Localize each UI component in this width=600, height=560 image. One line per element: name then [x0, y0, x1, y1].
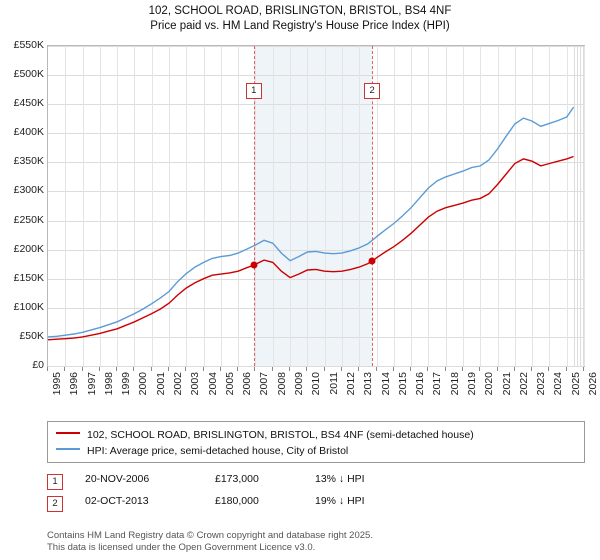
y-axis-tick-label: £50K — [19, 329, 44, 342]
legend-item-hpi — [56, 445, 348, 457]
x-axis-tick-label: 2015 — [396, 372, 409, 396]
events-table — [47, 472, 585, 516]
table-row — [47, 494, 585, 516]
x-axis-tick — [376, 367, 377, 371]
event-badge-2[interactable]: 2 — [364, 83, 380, 99]
event-badge-1[interactable]: 1 — [246, 83, 262, 99]
y-axis-tick-label: £450K — [13, 97, 44, 110]
y-axis-tick-label: £400K — [13, 126, 44, 139]
x-axis-tick-label: 2008 — [275, 372, 288, 396]
x-axis-tick-label: 2003 — [189, 372, 202, 396]
page-title — [0, 4, 600, 34]
x-axis-tick-label: 2023 — [535, 372, 548, 396]
x-axis-tick — [237, 367, 238, 371]
x-axis-tick — [272, 367, 273, 371]
x-axis-tick-label: 2014 — [379, 372, 392, 396]
y-axis-tick-label: £550K — [13, 39, 44, 51]
x-axis-tick — [151, 367, 152, 371]
x-axis-tick — [531, 367, 532, 371]
legend-swatch-property — [56, 432, 80, 434]
sale-point-2 — [369, 258, 376, 265]
x-axis-tick — [203, 367, 204, 371]
x-axis-tick-label: 1996 — [68, 372, 81, 396]
event-hpi-2: 19% ↓ HPI — [315, 495, 365, 507]
sale-point-1 — [250, 262, 257, 269]
x-axis-tick-label: 2020 — [483, 372, 496, 396]
chart-annotations-layer — [48, 46, 584, 366]
y-axis-tick-label: £350K — [13, 155, 44, 168]
x-axis-tick-label: 2025 — [569, 372, 582, 396]
x-axis-tick-label: 2018 — [448, 372, 461, 396]
x-axis-tick — [548, 367, 549, 371]
x-axis-tick — [479, 367, 480, 371]
x-axis-tick — [185, 367, 186, 371]
x-axis-tick-label: 2002 — [172, 372, 185, 396]
x-axis-tick-label: 2012 — [344, 372, 357, 396]
chart-plot-area — [47, 45, 585, 367]
x-axis-tick-label: 2011 — [327, 372, 340, 395]
x-axis-tick — [64, 367, 65, 371]
legend-label-property: 102, SCHOOL ROAD, BRISLINGTON, BRISTOL, BS4 4NF (semi-detached house) — [87, 429, 474, 441]
y-axis-tick-label: £100K — [13, 300, 44, 313]
y-axis-tick-label: £300K — [13, 184, 44, 197]
event-date-1: 20-NOV-2006 — [85, 473, 150, 485]
event-price-2: £180,000 — [215, 495, 259, 507]
table-row — [47, 472, 585, 494]
x-axis-tick — [324, 367, 325, 371]
x-axis-tick — [358, 367, 359, 371]
x-axis-tick — [410, 367, 411, 371]
x-axis-tick-label: 2022 — [517, 372, 530, 396]
x-axis-tick — [497, 367, 498, 371]
x-axis-tick — [168, 367, 169, 371]
footer-line-2: This data is licensed under the Open Government Licence v3.0. — [47, 541, 316, 553]
x-axis-tick-label: 1997 — [85, 372, 98, 396]
x-axis-tick — [566, 367, 567, 371]
x-axis-tick-label: 1995 — [51, 372, 63, 396]
x-axis-tick — [462, 367, 463, 371]
x-axis-tick — [393, 367, 394, 371]
legend-swatch-hpi — [56, 448, 80, 450]
x-axis-tick-label: 2026 — [587, 372, 599, 396]
footer-line-1: Contains HM Land Registry data © Crown copyright and database right 2025. — [47, 530, 373, 541]
x-axis-tick-label: 2004 — [206, 372, 219, 396]
x-axis-tick-label: 2016 — [414, 372, 427, 396]
x-axis-tick — [341, 367, 342, 371]
x-axis-tick — [254, 367, 255, 371]
title-line-1: 102, SCHOOL ROAD, BRISLINGTON, BRISTOL, BS4 4NF — [148, 5, 452, 17]
x-axis-tick-label: 2007 — [258, 372, 271, 396]
x-axis-tick — [116, 367, 117, 371]
event-number-2: 2 — [47, 496, 63, 512]
y-axis-tick-label: £0 — [32, 359, 44, 371]
y-axis-tick-label: £250K — [13, 213, 44, 226]
y-axis-tick-label: £150K — [13, 271, 44, 284]
x-axis-tick — [289, 367, 290, 371]
x-axis-tick-label: 2013 — [362, 372, 375, 396]
footer-attribution — [47, 530, 592, 553]
gridline-vertical — [584, 46, 585, 366]
event-price-1: £173,000 — [215, 473, 259, 485]
x-axis-tick-label: 2006 — [241, 372, 254, 396]
x-axis-tick — [47, 367, 48, 371]
x-axis-tick-label: 2021 — [500, 372, 513, 396]
x-axis-tick — [220, 367, 221, 371]
x-axis-tick — [133, 367, 134, 371]
gridline-horizontal — [48, 366, 584, 367]
event-hpi-1: 13% ↓ HPI — [315, 473, 365, 485]
x-axis-tick-label: 2005 — [223, 372, 236, 396]
event-date-2: 02-OCT-2013 — [85, 495, 149, 507]
event-number-1: 1 — [47, 474, 63, 490]
title-line-2: Price paid vs. HM Land Registry's House Price Index (HPI) — [150, 20, 450, 32]
legend-item-property — [56, 429, 474, 441]
y-axis-tick-label: £500K — [13, 68, 44, 81]
x-axis-tick — [99, 367, 100, 371]
x-axis-tick-label: 2001 — [154, 372, 167, 396]
x-axis-tick — [445, 367, 446, 371]
x-axis-tick-label: 2010 — [310, 372, 323, 396]
x-axis-tick — [583, 367, 584, 371]
x-axis-tick-label: 2024 — [552, 372, 565, 396]
x-axis-tick — [82, 367, 83, 371]
x-axis-tick — [427, 367, 428, 371]
x-axis-tick-label: 2019 — [465, 372, 478, 396]
x-axis-tick — [306, 367, 307, 371]
x-axis-tick-label: 2000 — [137, 372, 150, 396]
x-axis-tick-label: 2017 — [431, 372, 444, 396]
x-axis-tick-label: 1998 — [102, 372, 115, 396]
x-axis-tick-label: 1999 — [120, 372, 133, 396]
chart-legend — [47, 421, 585, 463]
y-axis-tick-label: £200K — [13, 242, 44, 255]
x-axis-tick — [514, 367, 515, 371]
legend-label-hpi: HPI: Average price, semi-detached house, City of Bristol — [87, 445, 349, 457]
x-axis-tick-label: 2009 — [293, 372, 306, 396]
